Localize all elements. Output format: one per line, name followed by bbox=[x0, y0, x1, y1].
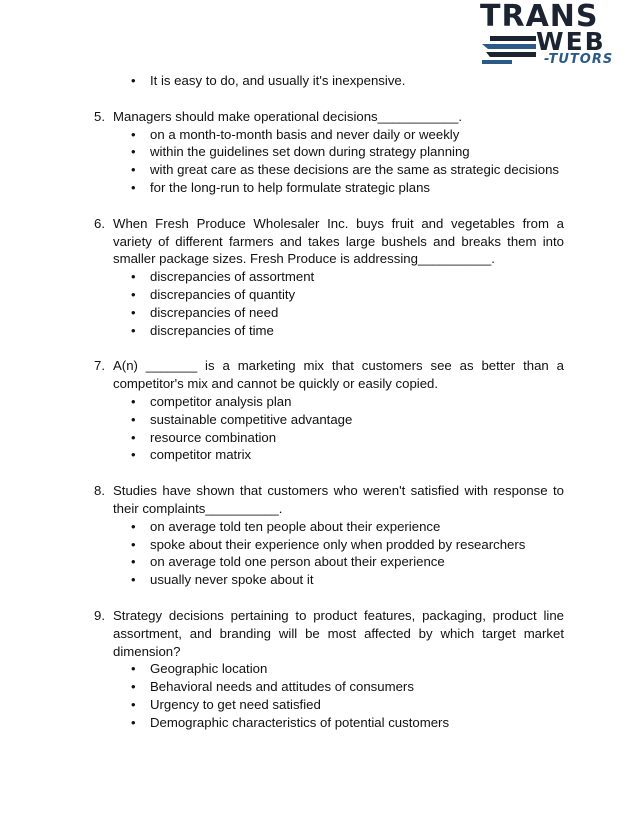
question-number: 7. bbox=[94, 358, 105, 374]
question-number: 6. bbox=[94, 215, 105, 231]
option-item: • Geographic location bbox=[131, 660, 564, 678]
option-item: • Urgency to get need satisfied bbox=[131, 696, 564, 714]
option-item: • for the long-run to help formulate strategic plans bbox=[131, 179, 564, 197]
logo-line-trans: TRANS bbox=[480, 0, 599, 34]
question-number: 9. bbox=[94, 607, 105, 623]
transweb-logo bbox=[480, 2, 636, 68]
question-number: 8. bbox=[94, 483, 105, 499]
question-6 bbox=[94, 215, 564, 340]
option-list bbox=[94, 126, 564, 197]
option-item: • sustainable competitive advantage bbox=[131, 411, 564, 429]
option-item: • competitor analysis plan bbox=[131, 393, 564, 411]
question-text: Strategy decisions pertaining to product features, packaging, product line assortment, and branding will be most affected by which target market dimension? bbox=[113, 607, 564, 659]
logo-arrow-icon bbox=[482, 36, 536, 64]
question-text: Studies have shown that customers who weren't satisfied with response to their complaints__________. bbox=[113, 483, 564, 516]
option-item: • on average told one person about their experience bbox=[131, 553, 564, 571]
intro-option-list bbox=[94, 72, 564, 90]
option-list bbox=[94, 393, 564, 464]
document-body bbox=[94, 72, 564, 732]
option-item: • Demographic characteristics of potential customers bbox=[131, 714, 564, 732]
option-item: • on average told ten people about their experience bbox=[131, 518, 564, 536]
logo-line-web: WEB bbox=[536, 27, 606, 56]
option-list bbox=[94, 268, 564, 339]
option-list bbox=[94, 518, 564, 589]
option-item: • resource combination bbox=[131, 429, 564, 447]
option-list bbox=[94, 660, 564, 731]
option-item: • discrepancies of need bbox=[131, 304, 564, 322]
question-5 bbox=[94, 108, 564, 197]
question-number: 5. bbox=[94, 108, 105, 124]
option-item: • competitor matrix bbox=[131, 446, 564, 464]
question-9 bbox=[94, 607, 564, 732]
option-item: • discrepancies of quantity bbox=[131, 286, 564, 304]
option-item: • usually never spoke about it bbox=[131, 571, 564, 589]
option-item: • It is easy to do, and usually it's inexpensive. bbox=[131, 72, 564, 90]
question-text: When Fresh Produce Wholesaler Inc. buys fruit and vegetables from a variety of different farmers and takes large bushels and breaks them into smaller package sizes. Fresh Produce is addressing__________. bbox=[113, 215, 564, 267]
option-item: • with great care as these decisions are the same as strategic decisions bbox=[131, 161, 564, 179]
question-7 bbox=[94, 357, 564, 464]
logo-line-tutors: -TUTORS bbox=[544, 52, 614, 67]
question-text: A(n) _______ is a marketing mix that customers see as better than a competitor's mix and cannot be quickly or easily copied. bbox=[113, 358, 564, 392]
option-item: • discrepancies of assortment bbox=[131, 268, 564, 286]
option-item: • within the guidelines set down during strategy planning bbox=[131, 143, 564, 161]
option-item: • Behavioral needs and attitudes of consumers bbox=[131, 678, 564, 696]
option-item: • spoke about their experience only when prodded by researchers bbox=[131, 536, 564, 554]
option-item: • discrepancies of time bbox=[131, 322, 564, 340]
question-8 bbox=[94, 482, 564, 589]
question-text: Managers should make operational decisions___________. bbox=[113, 108, 462, 124]
option-item: • on a month-to-month basis and never daily or weekly bbox=[131, 126, 564, 144]
